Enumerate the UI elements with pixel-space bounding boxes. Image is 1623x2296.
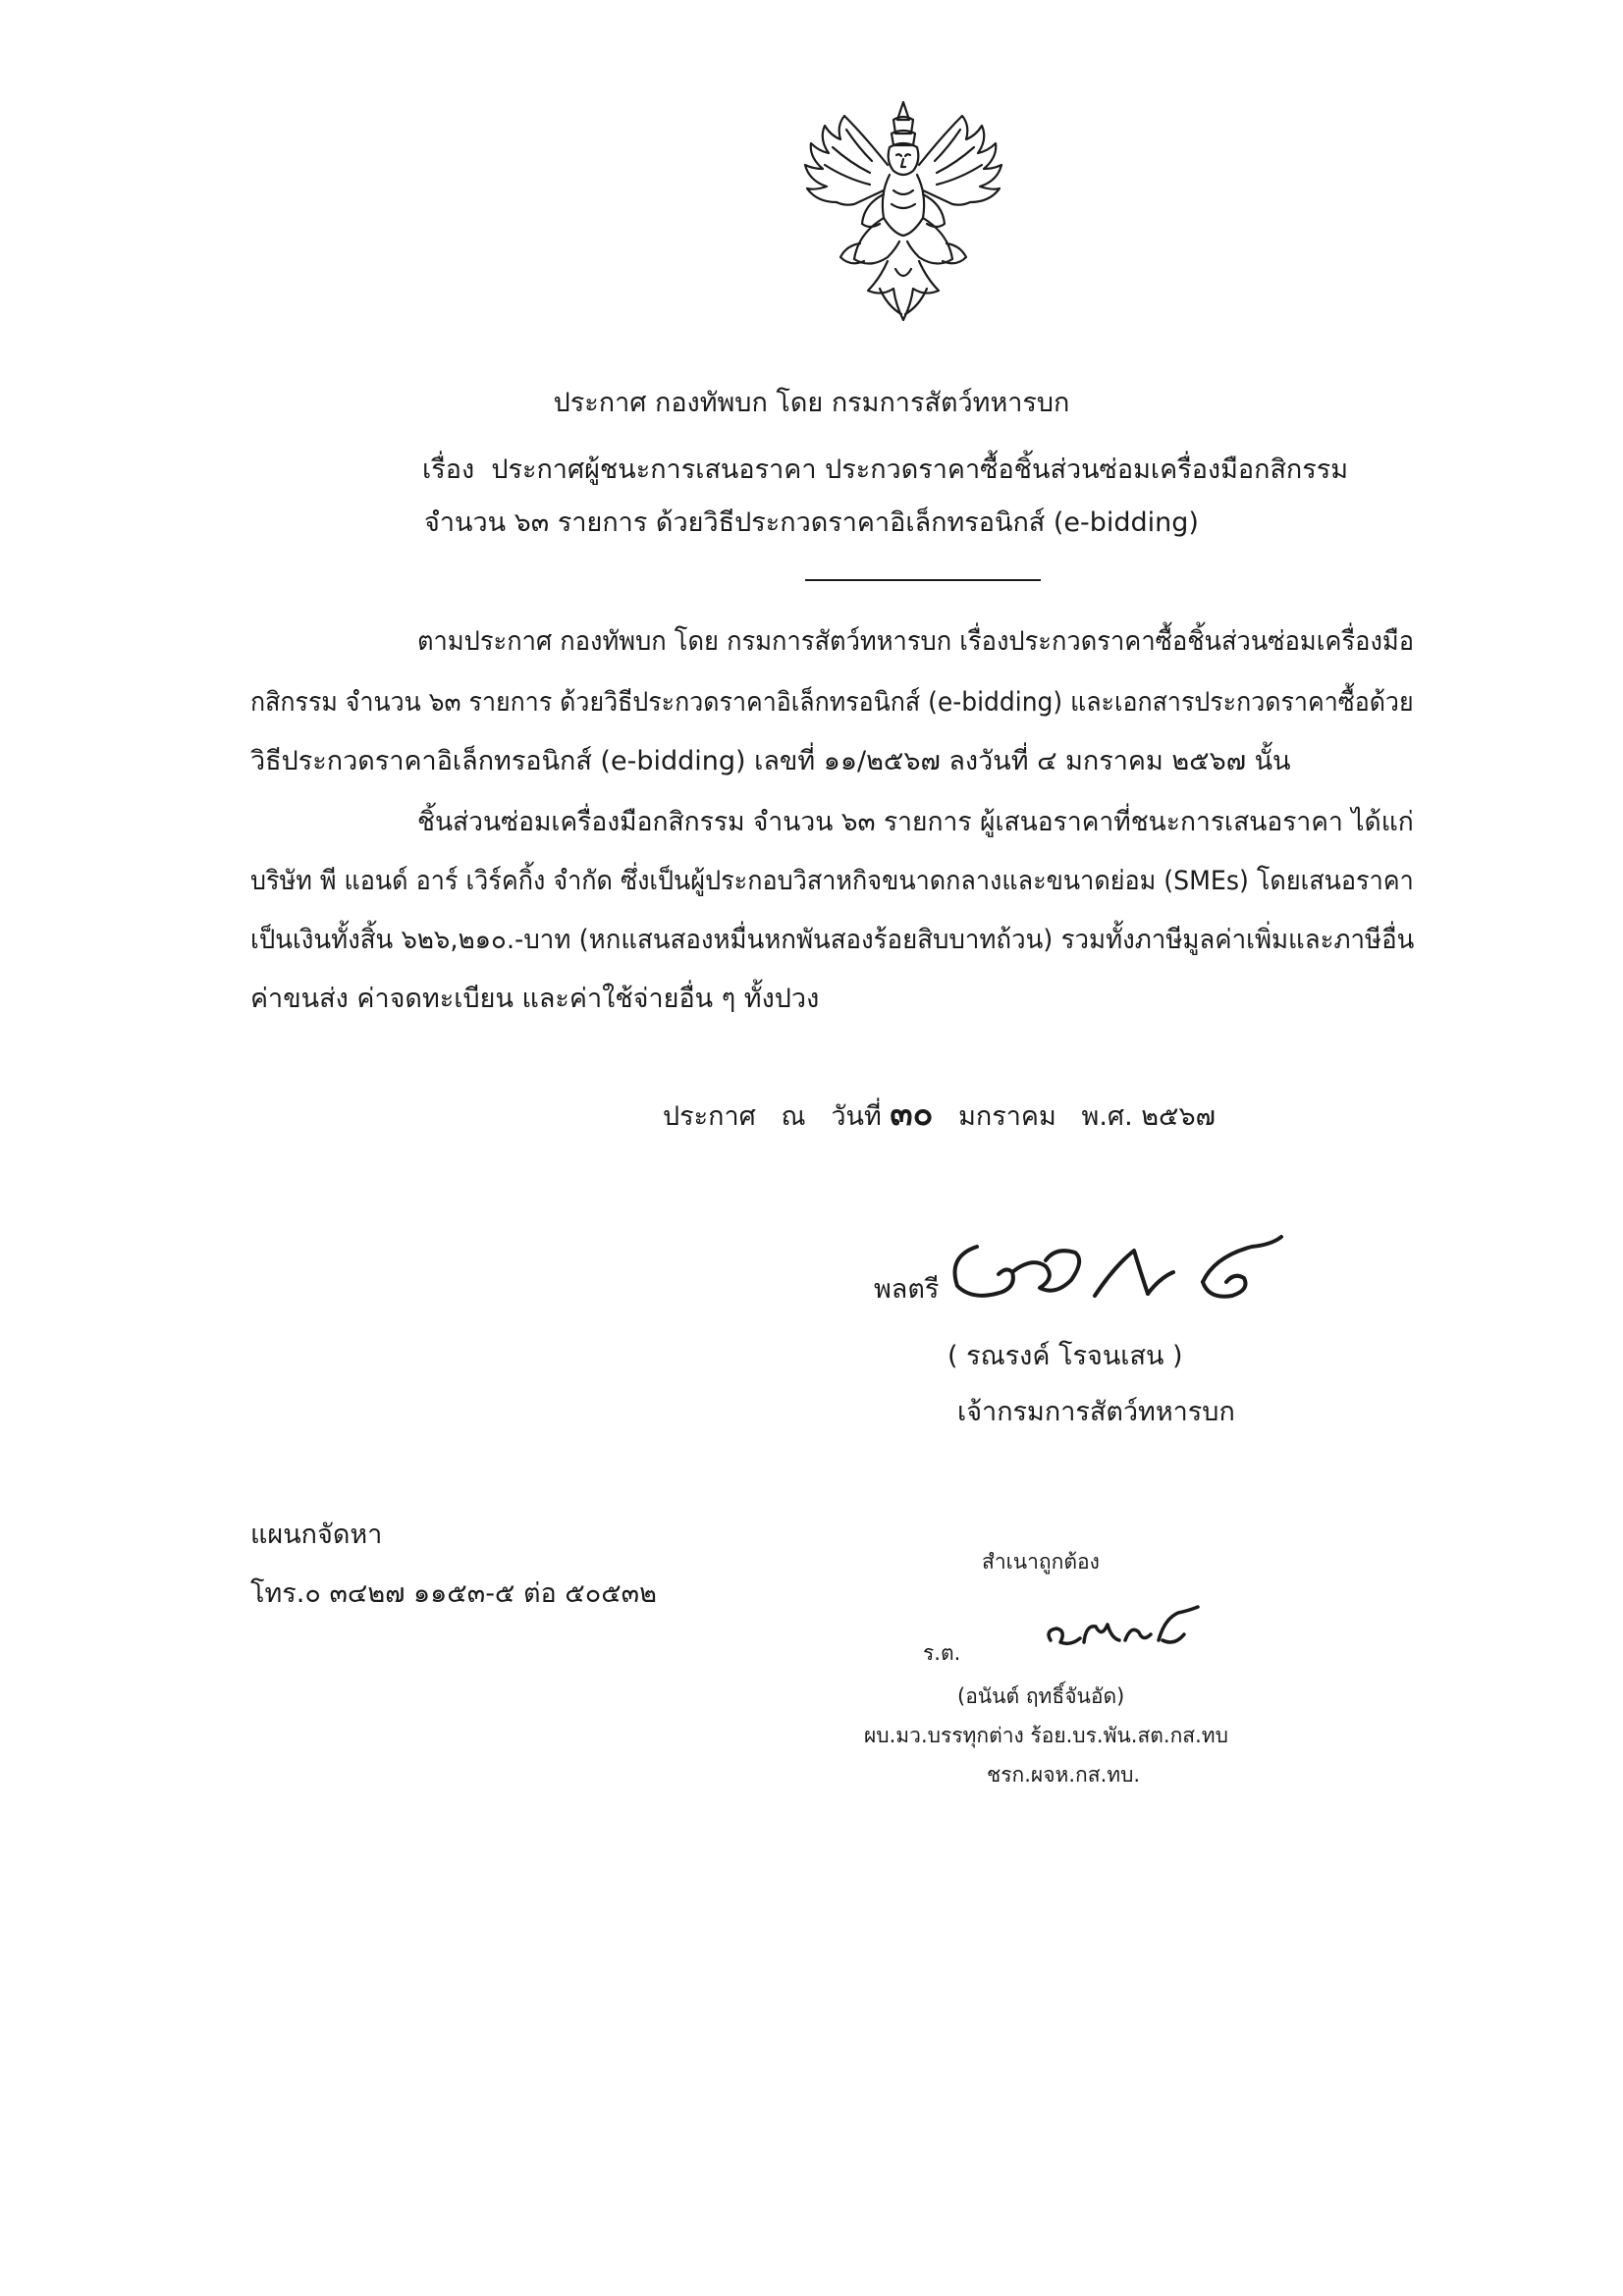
subject-line-1 (422, 456, 1348, 483)
announce-date (663, 1095, 1216, 1134)
para2-line1: ชิ้นส่วนซ่อมเครื่องมือกสิกรรม จำนวน ๖๓ รายการ ผู้เสนอราคาที่ชนะการเสนอราคา ได้แก่ (417, 807, 1414, 837)
contact-dept: แผนกจัดหา (250, 1520, 383, 1550)
signatory-position: เจ้ากรมการสัตว์ทหารบก (957, 1397, 1235, 1427)
subject-line-2: จำนวน ๖๓ รายการ ด้วยวิธีประกวดราคาอิเล็กทรอนิกส์ (e-bidding) (424, 507, 1199, 538)
garuda-emblem (785, 96, 1021, 332)
certifier-name: (อนันต์ ฤทธิ์จันอัด) (957, 1684, 1125, 1708)
contact-phone: โทร.๐ ๓๔๒๗ ๑๑๕๓-๕ ต่อ ๕๐๕๓๒ (250, 1578, 657, 1609)
certifier-position-1: ผบ.มว.บรรทุกต่าง ร้อย.บร.พัน.สต.กส.ทบ (864, 1724, 1228, 1747)
para2-line3: เป็นเงินทั้งสิ้น ๖๒๖,๒๑๐.-บาท (หกแสนสองหมื่นหกพันสองร้อยสิบบาทถ้วน) รวมทั้งภาษีมูลค่าเพิ่มและภาษีอื่น (250, 925, 1415, 955)
para1-line3: วิธีประกวดราคาอิเล็กทรอนิกส์ (e-bidding) เลขที่ ๑๑/๒๕๖๗ ลงวันที่ ๔ มกราคม ๒๕๖๗ นั้น (250, 746, 1291, 776)
subject-text-1: ประกาศผู้ชนะการเสนอราคา ประกวดราคาซื้อชิ้นส่วนซ่อมเครื่องมือกสิกรรม (491, 454, 1349, 485)
para1-line1: ตามประกาศ กองทัพบก โดย กรมการสัตว์ทหารบก เรื่องประกวดราคาซื้อชิ้นส่วนซ่อมเครื่องมือ (417, 626, 1415, 657)
certified-label: สำเนาถูกต้อง (982, 1550, 1100, 1574)
announce-at: ณ (781, 1101, 806, 1132)
announce-prefix: ประกาศ (663, 1101, 756, 1132)
header-divider (805, 579, 1041, 581)
signatory-signature (938, 1217, 1330, 1325)
certifier-signature (1041, 1595, 1208, 1664)
day-label: วันที่ (831, 1101, 882, 1132)
certifier-position-2: ชรก.ผจห.กส.ทบ. (987, 1763, 1141, 1787)
signatory-name: ( รณรงค์ โรจนเสน ) (947, 1341, 1183, 1371)
day-value: ๓๐ (890, 1095, 934, 1134)
subject-label: เรื่อง (422, 454, 475, 485)
certified-rank: ร.ต. (923, 1641, 961, 1665)
month-value: มกราคม (958, 1101, 1056, 1132)
para2-line4: ค่าขนส่ง ค่าจดทะเบียน และค่าใช้จ่ายอื่น ๆ ทั้งปวง (250, 984, 820, 1014)
signatory-rank: พลตรี (874, 1274, 940, 1305)
para1-line2: กสิกรรม จำนวน ๖๓ รายการ ด้วยวิธีประกวดราคาอิเล็กทรอนิกส์ (e-bidding) และเอกสารประกวดราคาซื้อด้วย (250, 687, 1414, 718)
issuer-line: ประกาศ กองทัพบก โดย กรมการสัตว์ทหารบก (553, 388, 1070, 418)
year-value: พ.ศ. ๒๕๖๗ (1081, 1101, 1216, 1132)
para2-line2: บริษัท พี แอนด์ อาร์ เวิร์คกิ้ง จำกัด ซึ่งเป็นผู้ประกอบวิสาหกิจขนาดกลางและขนาดย่อม (SMEs) โดยเสนอราคา (250, 866, 1414, 896)
